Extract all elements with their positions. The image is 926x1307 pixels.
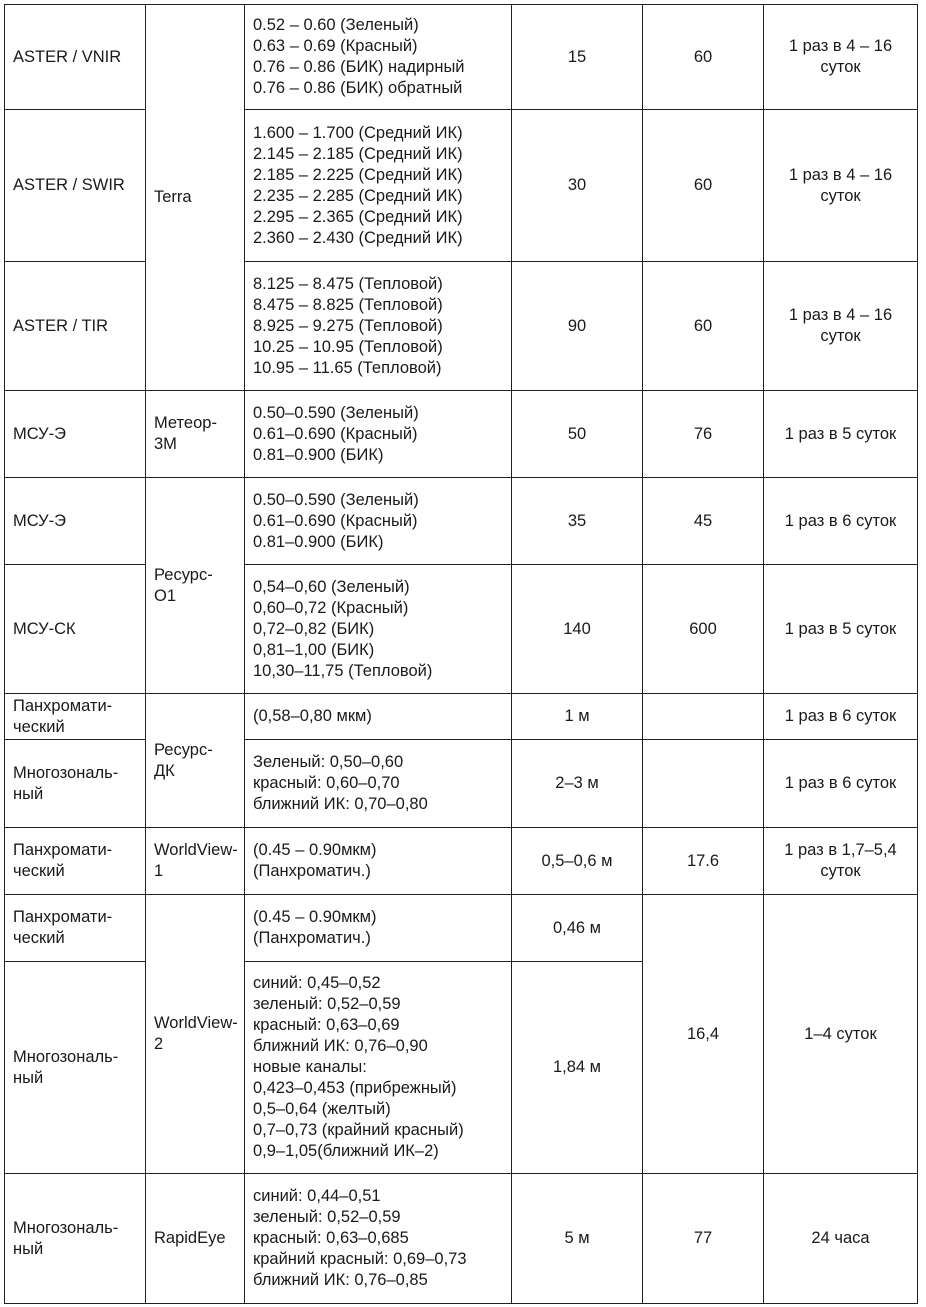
table-row: [5, 828, 918, 895]
platform-cell: Terra: [146, 5, 245, 391]
resolution-cell: 1 м: [512, 694, 643, 740]
table-row: [5, 565, 918, 694]
platform-cell: Ресурс- О1: [146, 478, 245, 694]
sensor-cell: Панхромати- ческий: [5, 694, 146, 740]
swath-cell: 17.6: [643, 828, 764, 895]
revisit-cell: 1–4 суток: [764, 895, 918, 1174]
swath-cell: 60: [643, 110, 764, 262]
bands-cell: (0.45 – 0.90мкм) (Панхроматич.): [245, 828, 512, 895]
platform-cell: WorldView- 1: [146, 828, 245, 895]
satellite-sensors-table: [4, 4, 918, 1304]
sensor-cell: Многозональ- ный: [5, 740, 146, 828]
sensor-cell: Многозональ- ный: [5, 1174, 146, 1304]
swath-cell: [643, 694, 764, 740]
sensor-cell: Панхромати- ческий: [5, 895, 146, 962]
table-row: [5, 694, 918, 740]
sensor-cell: ASTER / TIR: [5, 262, 146, 391]
bands-cell: синий: 0,44–0,51 зеленый: 0,52–0,59 красный: 0,63–0,685 крайний красный: 0,69–0,73 ближний ИК: 0,76–0,85: [245, 1174, 512, 1304]
revisit-cell: 1 раз в 6 суток: [764, 694, 918, 740]
bands-cell: 0,54–0,60 (Зеленый) 0,60–0,72 (Красный) 0,72–0,82 (БИК) 0,81–1,00 (БИК) 10,30–11,75 (Тепловой): [245, 565, 512, 694]
resolution-cell: 0,46 м: [512, 895, 643, 962]
resolution-cell: 1,84 м: [512, 962, 643, 1174]
swath-cell: 60: [643, 262, 764, 391]
table-row: [5, 740, 918, 828]
resolution-cell: 30: [512, 110, 643, 262]
swath-cell: 600: [643, 565, 764, 694]
sensor-cell: МСУ-Э: [5, 478, 146, 565]
resolution-cell: 5 м: [512, 1174, 643, 1304]
bands-cell: (0.45 – 0.90мкм) (Панхроматич.): [245, 895, 512, 962]
sensor-cell: ASTER / VNIR: [5, 5, 146, 110]
resolution-cell: 90: [512, 262, 643, 391]
table-row: [5, 1174, 918, 1304]
resolution-cell: 140: [512, 565, 643, 694]
revisit-cell: 24 часа: [764, 1174, 918, 1304]
table-row: [5, 262, 918, 391]
sensor-cell: ASTER / SWIR: [5, 110, 146, 262]
table-row: [5, 110, 918, 262]
bands-cell: Зеленый: 0,50–0,60 красный: 0,60–0,70 ближний ИК: 0,70–0,80: [245, 740, 512, 828]
swath-cell: 77: [643, 1174, 764, 1304]
sensor-cell: Панхромати- ческий: [5, 828, 146, 895]
swath-cell: 45: [643, 478, 764, 565]
platform-cell: RapidEye: [146, 1174, 245, 1304]
swath-cell: 60: [643, 5, 764, 110]
revisit-cell: 1 раз в 6 суток: [764, 478, 918, 565]
swath-cell: 76: [643, 391, 764, 478]
resolution-cell: 50: [512, 391, 643, 478]
table-row: [5, 5, 918, 110]
revisit-cell: 1 раз в 4 – 16 суток: [764, 5, 918, 110]
swath-cell: 16,4: [643, 895, 764, 1174]
platform-cell: WorldView- 2: [146, 895, 245, 1174]
revisit-cell: 1 раз в 5 суток: [764, 391, 918, 478]
resolution-cell: 0,5–0,6 м: [512, 828, 643, 895]
bands-cell: 8.125 – 8.475 (Тепловой) 8.475 – 8.825 (Тепловой) 8.925 – 9.275 (Тепловой) 10.25 – 10.95 (Тепловой) 10.95 – 11.65 (Тепловой): [245, 262, 512, 391]
platform-cell: Ресурс- ДК: [146, 694, 245, 828]
resolution-cell: 35: [512, 478, 643, 565]
revisit-cell: 1 раз в 4 – 16 суток: [764, 262, 918, 391]
bands-cell: 1.600 – 1.700 (Средний ИК) 2.145 – 2.185 (Средний ИК) 2.185 – 2.225 (Средний ИК) 2.235 – 2.285 (Средний ИК) 2.295 – 2.365 (Средний ИК) 2.360 – 2.430 (Средний ИК): [245, 110, 512, 262]
bands-cell: 0.50–0.590 (Зеленый) 0.61–0.690 (Красный) 0.81–0.900 (БИК): [245, 391, 512, 478]
table-row: [5, 895, 918, 962]
bands-cell: 0.52 – 0.60 (Зеленый) 0.63 – 0.69 (Красный) 0.76 – 0.86 (БИК) надирный 0.76 – 0.86 (БИК) обратный: [245, 5, 512, 110]
bands-cell: (0,58–0,80 мкм): [245, 694, 512, 740]
swath-cell: [643, 740, 764, 828]
revisit-cell: 1 раз в 6 суток: [764, 740, 918, 828]
platform-cell: Метеор- 3М: [146, 391, 245, 478]
table-row: [5, 391, 918, 478]
sensor-cell: Многозональ- ный: [5, 962, 146, 1174]
sensor-cell: МСУ-Э: [5, 391, 146, 478]
bands-cell: синий: 0,45–0,52 зеленый: 0,52–0,59 красный: 0,63–0,69 ближний ИК: 0,76–0,90 новые каналы: 0,423–0,453 (прибрежный) 0,5–0,64 (желтый) 0,7–0,73 (крайний красный) 0,9–1,05(ближний ИК–2): [245, 962, 512, 1174]
revisit-cell: 1 раз в 4 – 16 суток: [764, 110, 918, 262]
table-row: [5, 478, 918, 565]
revisit-cell: 1 раз в 1,7–5,4 суток: [764, 828, 918, 895]
revisit-cell: 1 раз в 5 суток: [764, 565, 918, 694]
sensor-cell: МСУ-СК: [5, 565, 146, 694]
resolution-cell: 2–3 м: [512, 740, 643, 828]
bands-cell: 0.50–0.590 (Зеленый) 0.61–0.690 (Красный) 0.81–0.900 (БИК): [245, 478, 512, 565]
resolution-cell: 15: [512, 5, 643, 110]
